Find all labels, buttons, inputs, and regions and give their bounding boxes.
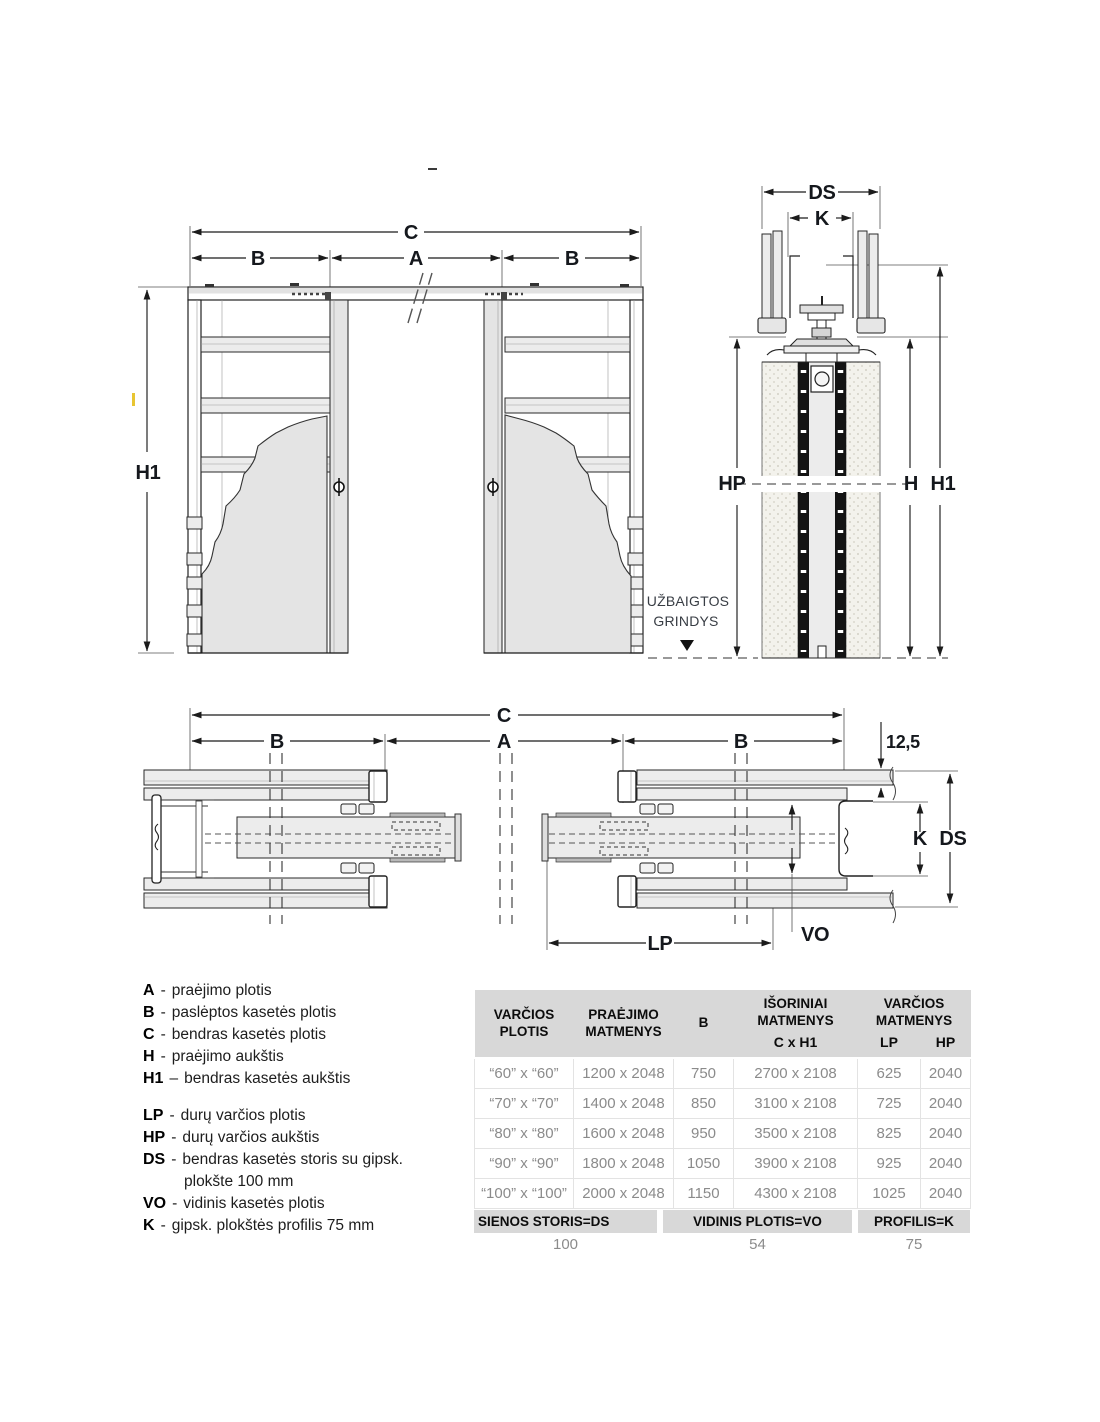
dim-label-h1: H1 (135, 462, 161, 484)
section-view (647, 182, 956, 658)
legend-key: H (143, 1048, 155, 1065)
dim-b-left (192, 248, 328, 270)
wall-section (758, 362, 884, 658)
wall-band-top-right (637, 767, 896, 800)
floor-note-line2: GRINDYS (653, 613, 719, 629)
legend-sep: - (169, 1107, 175, 1124)
cell-hp: 2040 (921, 1119, 971, 1149)
cell-lp: 825 (858, 1119, 921, 1149)
legend-sep: - (160, 982, 166, 999)
cell-hp: 2040 (921, 1149, 971, 1179)
legend (143, 980, 473, 1237)
table-row (475, 1179, 971, 1209)
cell-outer: 3900 x 2108 (734, 1149, 858, 1179)
dim-ds-plan (939, 774, 966, 903)
legend-sep: – (169, 1070, 179, 1087)
table-footer-values (474, 1233, 970, 1257)
cell-outer: 4300 x 2108 (734, 1179, 858, 1209)
footer-value-k: 75 (905, 1236, 923, 1254)
legend-desc: bendras kasetės plotis (171, 1026, 326, 1043)
left-cassette (187, 300, 330, 653)
cell-passage: 1200 x 2048 (574, 1058, 674, 1089)
legend-item-vo (143, 1193, 473, 1215)
legend-key: HP (143, 1129, 166, 1146)
legend-item-h (143, 1046, 473, 1068)
cell-passage: 1600 x 2048 (574, 1119, 674, 1149)
dim-label-b-left-plan: B (269, 731, 285, 753)
dim-label-thickness: 12,5 (886, 732, 920, 752)
col-subheader-lp: LP (858, 1032, 921, 1059)
dim-a-plan (387, 731, 621, 753)
dim-b-right-plan (625, 731, 842, 753)
dim-board-thickness (881, 722, 920, 797)
cell-passage: 1400 x 2048 (574, 1089, 674, 1119)
legend-item-b (143, 1002, 473, 1024)
legend-sep: - (160, 1217, 166, 1234)
col-header-b: B (674, 990, 734, 1058)
cell-passage: 1800 x 2048 (574, 1149, 674, 1179)
cell-hp: 2040 (921, 1058, 971, 1089)
table-row (475, 1149, 971, 1179)
plan-view (144, 705, 967, 955)
dim-c (192, 222, 639, 244)
legend-item-c (143, 1024, 473, 1046)
dim-ds (764, 182, 878, 204)
dim-label-b-right-plan: B (733, 731, 749, 753)
dim-label-a-plan: A (496, 731, 512, 753)
wall-band-top-left (144, 770, 387, 800)
dim-label-k-plan: K (912, 828, 928, 850)
legend-item-a (143, 980, 473, 1002)
roller-wheel (815, 372, 829, 386)
legend-sep: - (160, 1004, 166, 1021)
dim-label-hp: HP (718, 473, 746, 495)
legend-item-hp (143, 1127, 473, 1149)
front-view (132, 222, 643, 653)
table-row (475, 1089, 971, 1119)
right-end-cap (839, 801, 873, 876)
dim-b-right (504, 248, 639, 270)
legend-desc: paslėptos kasetės plotis (171, 1004, 337, 1021)
dim-label-ds-plan: DS (939, 828, 967, 850)
footer-value-ds: 100 (552, 1236, 579, 1254)
footer-sienos-storis: SIENOS STORIS=DS (474, 1210, 657, 1233)
legend-item-h1 (143, 1068, 473, 1090)
cell-size: “60” x “60” (475, 1058, 574, 1089)
footer-value-vo: 54 (749, 1236, 766, 1254)
legend-key: H1 (143, 1070, 164, 1087)
floor-guide (818, 646, 826, 658)
right-door-edge-post (484, 292, 507, 653)
legend-item-lp (143, 1105, 473, 1127)
legend-key: LP (143, 1107, 164, 1124)
cell-lp: 1025 (858, 1179, 921, 1209)
table-footer-band (474, 1210, 970, 1233)
legend-key: K (143, 1217, 155, 1234)
legend-key: VO (143, 1195, 167, 1212)
cell-passage: 2000 x 2048 (574, 1179, 674, 1209)
legend-group-1 (143, 980, 473, 1090)
legend-sep: - (160, 1048, 166, 1065)
cell-size: “90” x “90” (475, 1149, 574, 1179)
wall-band-bottom-right (637, 878, 896, 923)
left-door-leaf (202, 416, 327, 653)
floor-level-marker-icon (680, 640, 694, 651)
dim-h1-section (931, 267, 956, 656)
legend-desc: praėjimo aukštis (171, 1048, 284, 1065)
dim-label-a: A (408, 248, 424, 270)
legend-desc: durų varčios aukštis (182, 1129, 320, 1146)
cell-outer: 2700 x 2108 (734, 1058, 858, 1089)
col-header-isoriniai-matmenys: IŠORINIAI MATMENYS (734, 990, 858, 1032)
cell-size: “80” x “80” (475, 1119, 574, 1149)
cell-b: 1150 (674, 1179, 734, 1209)
legend-sep: - (171, 1151, 177, 1168)
legend-sep: - (160, 1026, 166, 1043)
legend-sep: - (172, 1195, 178, 1212)
cell-hp: 2040 (921, 1089, 971, 1119)
legend-desc: praėjimo plotis (171, 982, 272, 999)
cell-b: 850 (674, 1089, 734, 1119)
right-door-leaf (505, 415, 631, 653)
footer-profilis: PROFILIS=K (858, 1210, 970, 1233)
col-header-varcios-plotis: VARČIOS PLOTIS (475, 990, 574, 1058)
dim-label-c-plan: C (496, 705, 512, 727)
dim-label-c: C (403, 222, 419, 244)
wall-band-bottom-left (144, 878, 387, 908)
legend-desc: durų varčios plotis (180, 1107, 306, 1124)
dim-lp (549, 933, 771, 955)
scan-artifact (132, 393, 135, 406)
legend-item-k (143, 1215, 473, 1237)
col-subheader-hp: HP (921, 1032, 971, 1059)
legend-key: A (143, 982, 155, 999)
legend-key: C (143, 1026, 155, 1043)
dim-label-h1-section: H1 (930, 473, 956, 495)
cell-lp: 925 (858, 1149, 921, 1179)
cell-b: 750 (674, 1058, 734, 1089)
dim-label-lp: LP (647, 933, 673, 955)
col-header-praejimo-matmenys: PRAĖJIMO MATMENYS (574, 990, 674, 1058)
dim-a (332, 248, 500, 270)
legend-item-ds (143, 1149, 473, 1171)
col-subheader-c-x-h1: C x H1 (734, 1032, 858, 1059)
table-row (475, 1058, 971, 1089)
cell-size: “100” x “100” (475, 1179, 574, 1209)
dim-k-plan (913, 804, 928, 874)
legend-key: B (143, 1004, 155, 1021)
footer-vidinis-plotis: VIDINIS PLOTIS=VO (663, 1210, 852, 1233)
legend-item-ds-line2: plokšte 100 mm (184, 1173, 294, 1190)
left-end-cap (152, 795, 214, 883)
col-header-varcios-matmenys: VARČIOS MATMENYS (858, 990, 971, 1032)
dim-h (904, 339, 918, 656)
legend-desc: bendras kasetės aukštis (184, 1070, 351, 1087)
cell-lp: 725 (858, 1089, 921, 1119)
cell-b: 1050 (674, 1149, 734, 1179)
cell-b: 950 (674, 1119, 734, 1149)
dim-label-ds: DS (808, 182, 836, 204)
dim-b-left-plan (192, 731, 383, 753)
floor-note-line1: UŽBAIGTOS (646, 593, 730, 609)
cell-hp: 2040 (921, 1179, 971, 1209)
legend-sep: - (171, 1129, 177, 1146)
legend-desc: gipsk. plokštės profilis 75 mm (171, 1217, 375, 1234)
table-row (475, 1119, 971, 1149)
legend-key: DS (143, 1151, 166, 1168)
dim-c-plan (192, 705, 842, 727)
legend-group-2 (143, 1105, 473, 1237)
cell-lp: 625 (858, 1058, 921, 1089)
right-cassette (505, 300, 643, 653)
dim-label-b-left: B (250, 248, 266, 270)
cell-outer: 3500 x 2108 (734, 1119, 858, 1149)
dim-label-h: H (903, 473, 919, 495)
legend-desc: vidinis kasetės plotis (183, 1195, 325, 1212)
dim-label-vo: VO (801, 924, 830, 946)
left-door-leaf-plan (205, 813, 461, 862)
dim-h1-front (136, 290, 161, 651)
cell-outer: 3100 x 2108 (734, 1089, 858, 1119)
cell-size: “70” x “70” (475, 1089, 574, 1119)
dimensions-table (474, 990, 970, 1257)
dim-label-k: K (814, 208, 830, 230)
dim-label-b-right: B (564, 248, 580, 270)
dim-k (790, 208, 851, 230)
legend-desc: bendras kasetės storis su gipsk. (182, 1151, 403, 1168)
